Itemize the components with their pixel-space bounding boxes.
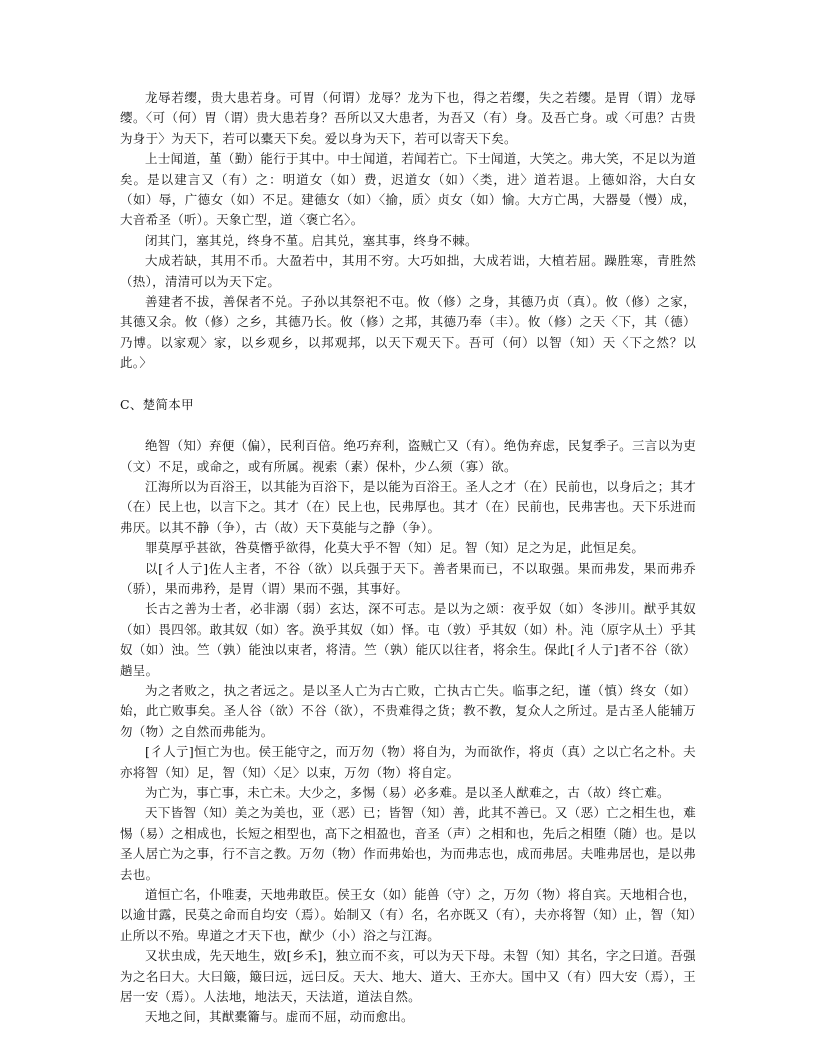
paragraph: 罪莫厚乎甚欲，咎莫憯乎欲得，化莫大乎不智（知）足。智（知）足之为足，此恒足矣。: [145, 540, 645, 556]
paragraph: 道恒亡名，仆唯妻，天地弗敢臣。侯王女（如）能兽（守）之，万勿（物）将自宾。天地相合也，以逾甘露，民莫之命而自均安（焉）。始制又（有）名，名亦既又（有），夫亦将智（知）止，智（知）止所以不殆。卑道之才天下也，猷少（小）浴之与江海。: [120, 887, 696, 943]
document-page: [120, 88, 696, 1028]
paragraph: 以[彳人亍]佐人主者，不谷（欲）以兵强于天下。善者果而已，不以取强。果而弗发，果而弗乔（骄），果而弗矜，是胃（谓）果而不强，其事好。: [120, 560, 696, 596]
paragraph: 龙辱若缨，贵大患若身。可胃（何谓）龙辱？龙为下也，得之若缨，失之若缨。是胃（谓）龙辱缨。〈可（何）胃（谓）贵大患若身？吾所以又大患者，为吾又（有）身。及吾亡身。或〈可患？古贵为身于〉为天下，若可以橐天下矣。爱以身为天下，若可以寄天下矣。: [120, 90, 696, 146]
paragraph: 长古之善为士者，必非溺（弱）玄达，深不可志。是以为之颂：夜乎奴（如）冬涉川。猷乎其奴（如）畏四邻。敢其奴（如）客。涣乎其奴（如）怿。屯（敦）乎其奴（如）朴。沌（原字从土）乎其奴（如）浊。竺（孰）能浊以束者，将清。竺（孰）能仄以往者，将余生。保此[彳人亍]者不谷（欲）趟呈。: [120, 601, 697, 678]
section-heading: C、楚简本甲: [120, 396, 194, 412]
paragraph: 江海所以为百浴王，以其能为百浴下，是以能为百浴王。圣人之才（在）民前也，以身后之；其才（在）民上也，以言下之。其才（在）民上也，民弗厚也。其才（在）民前也，民弗害也。天下乐进而弗厌。以其不静（争），古（故）天下莫能与之静（争）。: [120, 478, 697, 535]
paragraph: 善建者不拔，善保者不兑。子孙以其祭祀不屯。攸（修）之身，其德乃贞（真）。攸（修）之家，其德又余。攸（修）之乡，其德乃长。攸（修）之邦，其德乃奉（丰）。攸（修）之天〈下，其（德）乃博。以家观〉家，以乡观乡，以邦观邦，以天下观天下。吾可（何）以智（知）天〈下之然？以此。〉: [120, 294, 696, 371]
paragraph: 天下皆智（知）美之为美也，亚（恶）已；皆智（知）善，此其不善已。又（恶）亡之相生也，难惕（易）之相成也，长短之相型也，高下之相盈也，音圣（声）之相和也，先后之相堕（随）也。是以圣人居亡为之事，行不言之教。万勿（物）作而弗始也，为而弗志也，成而弗居。夫唯弗居也，是以弗去也。: [120, 805, 697, 882]
paragraph: [彳人亍]恒亡为也。侯王能守之，而万勿（物）将自为，为而欲作，将贞（真）之以亡名之朴。夫亦将智（知）足，智（知）〈足〉以束，万勿（物）将自定。: [120, 744, 696, 780]
paragraph: 又状虫成，先天地生，敚[乡禾]，独立而不亥，可以为天下母。未智（知）其名，字之曰道。吾强为之名曰大。大曰簸，簸曰远，远曰反。天大、地大、道大、王亦大。国中又（有）四大安（焉），王居一安（焉）。人法地，地法天，天法道，道法自然。: [120, 948, 696, 1005]
paragraph: 天地之间，其猷橐籥与。虚而不屈，动而愈出。: [145, 1009, 414, 1025]
paragraph: 上士闻道，堇（勤）能行于其中。中士闻道，若闻若亡。下士闻道，大笑之。弗大笑，不足以为道矣。是以建言又（有）之：明道女（如）费，迟道女（如）〈类，进〉道若退。上德如浴，大白女（如）辱，广德女（如）不足。建德女（如）〈揄，质〉贞女（如）愉。大方亡禺，大器曼（慢）成，大音希圣（听）。天象亡型，道〈褒亡名〉。: [120, 151, 696, 228]
paragraph: 为之者败之，执之者远之。是以圣人亡为古亡败，亡执古亡失。临事之纪，谨（慎）终女（如）始，此亡败事矣。圣人谷（欲）不谷（欲），不贵难得之货；教不教，复众人之所过。是古圣人能辅万勿（物）之自然而弗能为。: [120, 682, 696, 739]
paragraph: 为亡为，事亡事，未亡未。大少之，多惕（易）必多难。是以圣人猷难之，古（故）终亡难。: [145, 785, 670, 800]
paragraph: 绝智（知）弃便（偏），民利百倍。绝巧弃利，盗贼亡又（有）。绝伪弃虑，民复季子。三言以为吏（文）不足，或命之，或有所属。视索（素）保朴，少厶须（寡）欲。: [120, 438, 696, 474]
paragraph: 大成若缺，其用不币。大盈若中，其用不穷。大巧如拙，大成若诎，大植若屈。躁胜寒，青胜然（热），清清可以为天下定。: [120, 253, 696, 289]
paragraph: 闭其门，塞其兑，终身不堇。启其兑，塞其事，终身不棘。: [145, 232, 478, 248]
